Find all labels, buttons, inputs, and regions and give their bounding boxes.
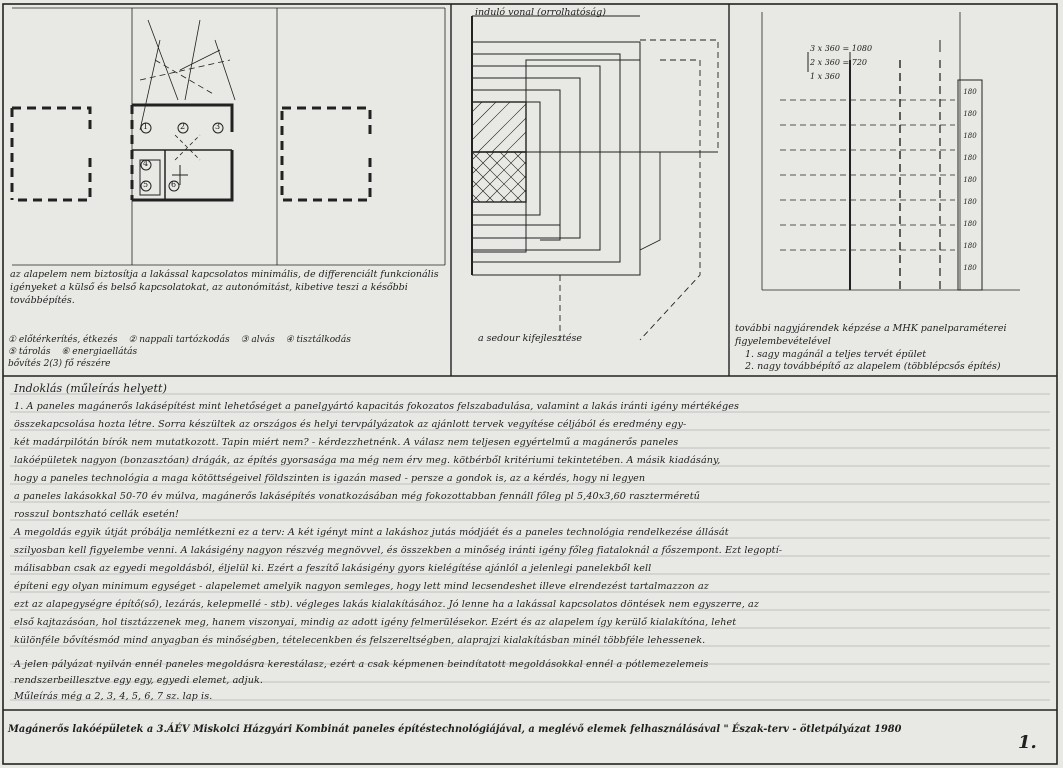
body-line: rosszul bontszható cellák esetén! <box>14 509 179 520</box>
module-cell: 180 <box>963 198 977 206</box>
right-list-item: 2. nagy továbbépítő az alapelem (többlépcsős építés) <box>745 361 1001 372</box>
room-number: 3 <box>215 122 221 131</box>
legend-item: ⑥ energiaellátás <box>61 347 138 357</box>
module-cell: 180 <box>963 88 977 96</box>
page-number: 1. <box>1018 732 1037 753</box>
body-line: ezt az alapegységre építő(ső), lezárás, kelepmellé - stb). végleges lakás kialakításához. Jó lenne ha a lakással kapcsolatos döntések nem egyszerre, az <box>14 599 759 610</box>
footer-title: Magánerős lakóépületek a 3.ÁÉV Miskolci Házgyári Kombinát paneles építéstechnológiájával, a meglévő elemek felhasználásával " Észak-terv - ötletpályázat 1980 <box>8 724 902 735</box>
legend-item: ② nappali tartózkodás <box>128 335 230 345</box>
body-line: rendszerbeillesztve egy egy, egyedi elemet, adjuk. <box>14 675 264 686</box>
legend-item: ① előtérkerítés, étkezés <box>8 335 118 345</box>
module-cell: 180 <box>963 110 977 118</box>
right-list-item: 1. sagy magánál a teljes tervét épület <box>745 349 927 360</box>
body-line: A megoldás egyik útját próbálja nemlétkezni ez a terv: A két igényt mint a lakáshoz jutás módjáét és a paneles technológia rendelkezése állását <box>14 527 729 538</box>
body-line: A jelen pályázat nyilván ennél paneles megoldásra kerestálasz, ezért a csak képmenen beindítatott megoldásokkal ennél a pótlemezelemeis <box>14 659 709 670</box>
room-number: 5 <box>143 180 149 189</box>
module-cell: 180 <box>963 132 977 140</box>
right-panel-modules <box>762 12 1020 290</box>
room-number: 2 <box>180 122 186 131</box>
dimension-label: 1 x 360 <box>810 72 840 81</box>
legend-item: ③ alvás <box>240 335 275 345</box>
legend-item: bővítés 2(3) fő részére <box>8 359 111 369</box>
module-cell: 180 <box>963 220 977 228</box>
middle-caption: a sedour kifejlesztése <box>478 333 583 344</box>
body-line: első kajtazásóan, hol tisztázzenek meg, hanem viszonyai, mindig az adott igény felmerülésekor. Ezért és az alapelem így kerülő kialakítóna, lehet <box>14 617 737 628</box>
room-number: 6 <box>171 180 177 189</box>
module-cell: 180 <box>963 176 977 184</box>
room-number: 4 <box>143 159 149 168</box>
body-line: 1. A paneles magánerős lakásépítést mint lehetőséget a panelgyártó kapacitás fokozatos felszabadulása, valamint a lakás iránti igény mértékéges <box>14 401 739 412</box>
body-line: a paneles lakásokkal 50-70 év múlva, magánerős lakásépítés vonatkozásában még fokozottabban fennáll főleg pl 5,40x3,60 raszterméretű <box>14 491 700 502</box>
body-heading: Indoklás (műleírás helyett) <box>14 382 167 395</box>
body-line: összekapcsolása hozta létre. Sorra készültek az országos és helyi tervpályázatok az ajánlott tervek vegyítése céljából és eredmény egy- <box>14 419 687 430</box>
middle-panel-growth <box>472 16 718 340</box>
dimension-label: 3 x 360 = 1080 <box>810 44 873 53</box>
legend-item: ④ tisztálkodás <box>285 335 351 345</box>
body-line: építeni egy olyan minimum egységet - alapelemet amelyik nagyon semleges, hogy lett mind lecsendeshet illeve elrendezést tartalmazzon az <box>14 581 709 592</box>
dimension-label: 2 x 360 = 720 <box>810 58 868 67</box>
body-line: málisabban csak az egyedi megoldásból, éljelül ki. Ezért a feszítő lakásigény gyors kielégítése ajánlól a jelenlegi panelekből kell <box>14 563 652 574</box>
body-line: lakóépületek nagyon (bonzasztóan) drágák, az építés gyorsasága ma még nem érv meg. kötbérből kritériumi tekintetében. A másik kiadásány, <box>14 455 721 466</box>
body-line: szilyosban kell figyelembe venni. A lakásigény nagyon részvég megnövvel, és összekben a minőség iránti igény főleg fiataloknál a főszempont. Ezt legoptí- <box>14 545 783 556</box>
body-line: hogy a paneles technológia a maga kötöttségeivel földszinten is igazán mased - persze a gondok is, az a kérdés, hogy ni legyen <box>14 473 646 484</box>
room-markers <box>141 123 223 191</box>
module-cell: 180 <box>963 242 977 250</box>
module-cell: 180 <box>963 264 977 272</box>
right-caption: további nagyjárendek képzése a MHK panelparaméterei figyelembevételével <box>735 323 1007 347</box>
middle-top-label: induló vonal (orrolhatóság) <box>475 7 606 18</box>
body-line: különféle bővítésmód mind anyagban és minőségben, tételecenkben és felszereltségben, alaprajzi kialakításban minél többféle lehessenek. <box>14 635 706 646</box>
left-caption: az alapelem nem biztosítja a lakással kapcsolatos minimális, de differenciált funkcionális igényeket a külső és belső kapcsolatokat, az autonómitást, kibetive teszi a későbbi továbbépítés. <box>10 269 439 306</box>
left-panel-plans <box>12 8 445 265</box>
body-line: Műleírás még a 2, 3, 4, 5, 6, 7 sz. lap is. <box>14 691 213 702</box>
left-legend <box>8 334 448 370</box>
legend-item: ⑤ tárolás <box>8 347 51 357</box>
room-number: 1 <box>143 122 149 131</box>
module-cell: 180 <box>963 154 977 162</box>
body-line: két madárpilótán bírók nem mutatkozott. Tapin miért nem? - kérdezzhetnénk. A válasz nem teljesen egyértelmű a magánerős paneles <box>14 437 679 448</box>
